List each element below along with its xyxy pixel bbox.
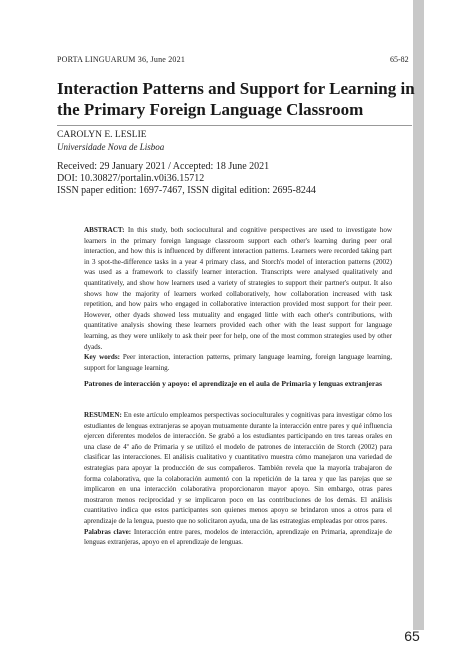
abstract-paragraph — [84, 225, 392, 352]
keywords-paragraph — [84, 352, 392, 373]
palabras-clave-label: Palabras clave: — [84, 527, 134, 536]
article-title-line-2: the Primary Foreign Language Classroom — [57, 100, 364, 119]
issn: ISSN paper edition: 1697-7467, ISSN digital edition: 2695-8244 — [57, 185, 316, 196]
english-abstract — [84, 225, 392, 373]
palabras-clave-paragraph — [84, 527, 392, 548]
spanish-abstract — [84, 410, 392, 548]
resumen-label: RESUMEN: — [84, 411, 124, 419]
abstract-text: In this study, both sociocultural and cognitive perspectives are used to investigate how learners in the primary foreign language classroom support each other's learning during peer oral interaction, and how this is influenced by different interaction patterns. Learners were recorded taking part in 3 spot-the-difference tasks in a year 4 primary class, and Storch's model of interaction patterns (2002) was used as a framework to classify learner interaction. Transcripts were analysed qualitatively and quantitatively, and show how learners used a variety of strategies to support their partner's output. It also shows how the majority of learners worked collaboratively, how collaboration increased with task repetition, and how pairs who engaged in collaborative interaction provided most support for their peer. However, other dyads showed less mutuality and engaged little with each other's contributions, with quantitative analysis showing these learners provided each other with the least support for language learning, as they were unlikely to ask their peer for help, one of the most common strategies used by other dyads. — [84, 226, 392, 351]
keywords-label: Key words: — [84, 353, 123, 362]
resumen-text: En este artículo empleamos perspectivas socioculturales y cognitivas para investigar cómo los estudiantes de lenguas extranjeras se apoyan mutuamente durante la interacción entre pares y qué influencia ejercen diferentes modelos de interacción. Se grabó a los estudiantes participando en tres tareas orales en una clase de 4º año de Primaria y se utilizó el modelo de patrones de interacción de Storch (2002) para clasificar las interacciones. El análisis cualitativo y cuantitativo muestra cómo manejaron una variedad de estrategias para apoyar la producción de sus compañeros. También revela que la mayoría trabajaron de forma colaborativa, que la colaboración aumentó con la repetición de la tarea y que las parejas que se implicaron en una interacción colaborativa proporcionaron mayor apoyo. Sin embargo, otras pares mostraron menos reciprocidad y se implicaron poco en las contribuciones de los demás. El análisis cuantitativo indica que estos participantes son quienes menos apoyo se brindaron unos a otros para el aprendizaje de la lengua, puesto que no solicitaron ayuda, una de las estrategias empleadas por otros pares. — [84, 411, 393, 525]
article-title-line-1: Interaction Patterns and Support for Learning in — [57, 79, 415, 98]
author-affiliation: Universidade Nova de Lisboa — [57, 142, 165, 152]
doi: DOI: 10.30827/portalin.v0i36.15712 — [57, 173, 205, 184]
keywords-text: Peer interaction, interaction patterns, primary language learning, foreign language learning, support for language learning. — [84, 353, 392, 372]
palabras-clave-text: Interacción entre pares, modelos de interacción, aprendizaje en Primaria, aprendizaje de lenguas extranjeras, apoyo en el aprendizaje de lenguas. — [84, 527, 392, 547]
running-header-journal: PORTA LINGUARUM 36, June 2021 — [57, 55, 186, 64]
running-header-pages: 65-82 — [390, 55, 409, 64]
page-number: 65 — [404, 628, 420, 644]
author-name: CAROLYN E. LESLIE — [57, 130, 147, 140]
resumen-paragraph — [84, 410, 392, 527]
spanish-title: Patrones de interacción y apoyo: el aprendizaje en el aula de Primaria y lenguas extranjeras — [84, 379, 382, 388]
article-title — [57, 78, 427, 120]
title-divider — [57, 125, 412, 126]
abstract-label: ABSTRACT: — [84, 226, 128, 234]
article-metadata — [57, 161, 316, 197]
received-accepted-dates: Received: 29 January 2021 / Accepted: 18 June 2021 — [57, 161, 270, 172]
